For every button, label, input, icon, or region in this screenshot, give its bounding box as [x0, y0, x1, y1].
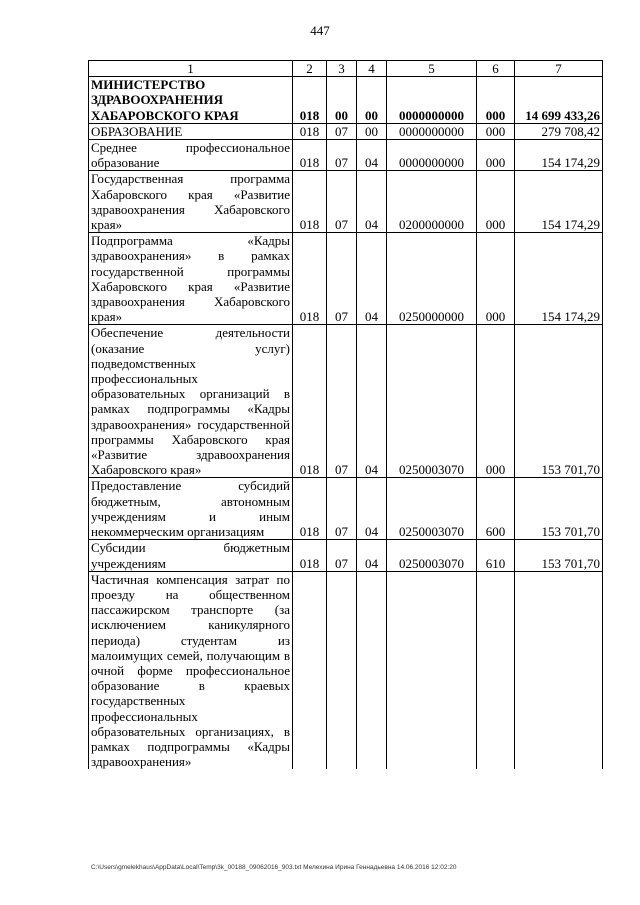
row-code-3: 07: [327, 123, 357, 139]
table-row: [89, 171, 603, 233]
row-code-5: 0250003070: [387, 325, 477, 478]
row-code-4: 04: [357, 233, 387, 325]
row-code-3: 07: [327, 171, 357, 233]
header-col-1: 1: [89, 61, 293, 77]
row-code-5: 0000000000: [387, 123, 477, 139]
header-col-4: 4: [357, 61, 387, 77]
row-code-4: 04: [357, 325, 387, 478]
table-row: [89, 140, 603, 171]
row-code-6: 600: [477, 478, 515, 540]
row-code-2: 018: [293, 77, 327, 124]
row-name: МИНИСТЕРСТВО ЗДРАВООХРАНЕНИЯ ХАБАРОВСКОГО КРАЯ: [89, 77, 293, 124]
row-amount: 14 699 433,26: [515, 77, 603, 124]
header-row: [89, 61, 603, 77]
row-amount: 154 174,29: [515, 233, 603, 325]
row-code-5: 0250000000: [387, 233, 477, 325]
row-name: Частичная компенсация затрат по проезду на общественном пассажирском транспорте (за исключением каникулярного периода) студентам из малоимущих семей, получающим в очной форме профессиональное образование в краевых государственных профессиональных образовательных организациях, в рамках подпрограммы «Кадры здравоохранения»: [89, 571, 293, 769]
row-code-5: 0000000000: [387, 140, 477, 171]
row-code-2: 018: [293, 123, 327, 139]
row-amount: 279 708,42: [515, 123, 603, 139]
header-col-6: 6: [477, 61, 515, 77]
row-code-2: 018: [293, 540, 327, 571]
row-code-4: [357, 571, 387, 769]
row-amount: [515, 571, 603, 769]
row-code-6: 000: [477, 123, 515, 139]
row-code-4: 00: [357, 77, 387, 124]
header-col-3: 3: [327, 61, 357, 77]
row-code-2: [293, 571, 327, 769]
row-code-2: 018: [293, 478, 327, 540]
row-name: Предоставление субсидий бюджетным, автономным учреждениям и иным некоммерческим организациям: [89, 478, 293, 540]
row-name: Субсидии бюджетным учреждениям: [89, 540, 293, 571]
row-code-4: 00: [357, 123, 387, 139]
file-path-footer: C:\Users\gmelekhaus\AppData\Local\Temp\3k_00188_09062016_903.txt Мелехина Ирина Геннадьевна 14.06.2016 12:02:20: [91, 864, 457, 871]
row-code-6: 000: [477, 233, 515, 325]
row-amount: 154 174,29: [515, 171, 603, 233]
page-number: 447: [310, 23, 330, 38]
row-amount: 153 701,70: [515, 478, 603, 540]
row-code-2: 018: [293, 140, 327, 171]
row-code-5: 0250003070: [387, 478, 477, 540]
row-code-6: 000: [477, 171, 515, 233]
row-code-5: 0000000000: [387, 77, 477, 124]
header-col-2: 2: [293, 61, 327, 77]
row-code-6: 000: [477, 325, 515, 478]
row-code-3: 07: [327, 325, 357, 478]
row-code-3: 07: [327, 540, 357, 571]
header-col-5: 5: [387, 61, 477, 77]
table-row: [89, 77, 603, 124]
table-row: [89, 540, 603, 571]
row-code-4: 04: [357, 478, 387, 540]
row-name: Подпрограмма «Кадры здравоохранения» в рамках государственной программы Хабаровского края «Развитие здравоохранения Хабаровского края»: [89, 233, 293, 325]
budget-table: [88, 60, 603, 769]
row-code-2: 018: [293, 171, 327, 233]
row-name: ОБРАЗОВАНИЕ: [89, 123, 293, 139]
table-row: [89, 233, 603, 325]
table-row: [89, 325, 603, 478]
row-code-4: 04: [357, 171, 387, 233]
row-code-3: 00: [327, 77, 357, 124]
table-row: [89, 478, 603, 540]
row-code-4: 04: [357, 140, 387, 171]
row-code-3: 07: [327, 478, 357, 540]
row-code-3: [327, 571, 357, 769]
row-amount: 153 701,70: [515, 540, 603, 571]
row-name: Среднее профессиональное образование: [89, 140, 293, 171]
row-code-2: 018: [293, 325, 327, 478]
row-code-6: [477, 571, 515, 769]
row-code-6: 000: [477, 77, 515, 124]
row-code-5: 0200000000: [387, 171, 477, 233]
row-name: Государственная программа Хабаровского края «Развитие здравоохранения Хабаровского края»: [89, 171, 293, 233]
row-code-3: 07: [327, 140, 357, 171]
row-code-6: 610: [477, 540, 515, 571]
row-amount: 153 701,70: [515, 325, 603, 478]
row-code-2: 018: [293, 233, 327, 325]
table-row: [89, 571, 603, 769]
row-code-3: 07: [327, 233, 357, 325]
row-amount: 154 174,29: [515, 140, 603, 171]
header-col-7: 7: [515, 61, 603, 77]
row-code-5: 0250003070: [387, 540, 477, 571]
row-code-6: 000: [477, 140, 515, 171]
row-name: Обеспечение деятельности (оказание услуг) подведомственных профессиональных образовательных организаций в рамках подпрограммы «Кадры здравоохранения» государственной программы Хабаровского края «Развитие здравоохранения Хабаровского края»: [89, 325, 293, 478]
table-row: [89, 123, 603, 139]
row-code-4: 04: [357, 540, 387, 571]
row-code-5: [387, 571, 477, 769]
